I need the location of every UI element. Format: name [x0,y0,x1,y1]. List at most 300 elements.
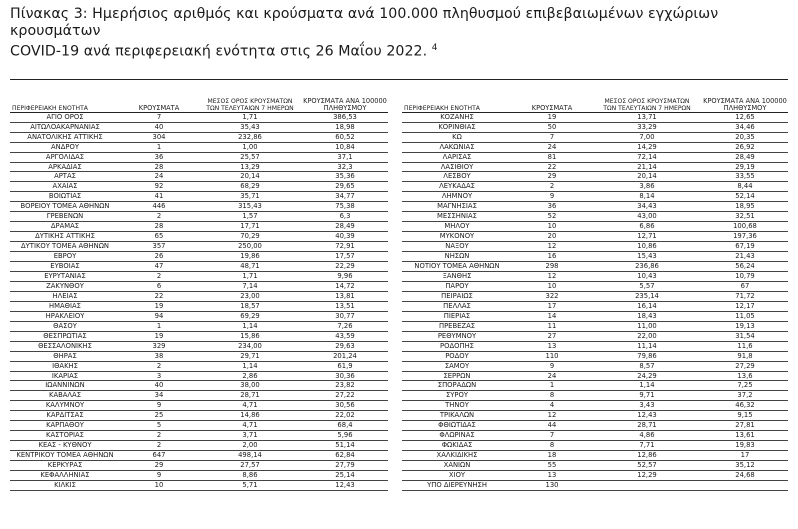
right-avg-cell: 1,14 [592,381,702,391]
left-unit-cell: ΘΕΣΣΑΛΟΝΙΚΗΣ [10,341,120,351]
column-gap [388,331,402,341]
table-row [10,341,788,351]
column-gap [388,341,402,351]
right-unit-cell: ΛΕΣΒΟΥ [402,172,512,182]
right-avg-cell: 43,00 [592,212,702,222]
right-cases-cell: 7 [512,132,592,142]
left-per100k-cell: 62,84 [302,451,388,461]
left-avg-cell: 23,00 [198,291,302,301]
left-cases-cell: 10 [120,481,198,491]
right-unit-cell: ΝΗΣΩΝ [402,252,512,262]
right-avg-cell: 236,86 [592,262,702,272]
header-row [10,88,788,113]
left-avg-cell: 1,14 [198,361,302,371]
right-unit-cell: ΞΑΝΘΗΣ [402,271,512,281]
right-cases-cell: 322 [512,291,592,301]
right-unit-cell: ΠΙΕΡΙΑΣ [402,311,512,321]
right-avg-cell: 3,43 [592,401,702,411]
column-gap [388,411,402,421]
col-per100k-left-l1: ΚΡΟΥΣΜΑΤΑ ΑΝΑ 100000 [303,96,387,105]
left-avg-cell: 70,29 [198,232,302,242]
right-per100k-cell: 56,24 [702,262,788,272]
right-avg-cell: 52,57 [592,461,702,471]
right-avg-cell: 10,43 [592,271,702,281]
right-per100k-cell: 12,17 [702,301,788,311]
left-unit-cell: ΑΓΙΟ ΟΡΟΣ [10,112,120,122]
left-avg-cell: 19,86 [198,252,302,262]
col-avg-left-l1: ΜΕΣΟΣ ΟΡΟΣ ΚΡΟΥΣΜΑΤΩΝ [207,97,293,105]
col-cases-right: ΚΡΟΥΣΜΑΤΑ [512,88,592,113]
col-per100k-left-l2: ΠΛΗΘΥΣΜΟΥ [323,103,367,112]
left-unit-cell: ΔΥΤΙΚΟΥ ΤΟΜΕΑ ΑΘΗΝΩΝ [10,242,120,252]
table-row [10,132,788,142]
left-avg-cell: 25,57 [198,152,302,162]
left-avg-cell: 1,57 [198,212,302,222]
left-cases-cell: 38 [120,351,198,361]
table-body [10,112,788,490]
right-avg-cell: 8,57 [592,361,702,371]
table-row [10,301,788,311]
left-per100k-cell: 13,51 [302,301,388,311]
right-unit-cell: ΛΑΚΩΝΙΑΣ [402,142,512,152]
left-cases-cell: 9 [120,471,198,481]
column-gap [388,421,402,431]
table-row [10,321,788,331]
right-unit-cell: ΚΟΖΑΝΗΣ [402,112,512,122]
left-cases-cell: 22 [120,291,198,301]
right-cases-cell: 16 [512,252,592,262]
left-cases-cell: 1 [120,142,198,152]
right-unit-cell: ΦΛΩΡΙΝΑΣ [402,431,512,441]
left-cases-cell: 26 [120,252,198,262]
right-cases-cell: 18 [512,451,592,461]
left-unit-cell: ΖΑΚΥΝΘΟΥ [10,281,120,291]
left-cases-cell: 19 [120,331,198,341]
left-per100k-cell: 17,57 [302,252,388,262]
right-avg-cell: 33,29 [592,122,702,132]
left-cases-cell: 24 [120,172,198,182]
left-cases-cell: 446 [120,202,198,212]
left-unit-cell: ΒΟΙΩΤΙΑΣ [10,192,120,202]
left-avg-cell: 18,57 [198,301,302,311]
left-unit-cell: ΙΚΑΡΙΑΣ [10,371,120,381]
table-row [10,122,788,132]
left-avg-cell: 250,00 [198,242,302,252]
left-unit-cell: ΔΥΤΙΚΗΣ ΑΤΤΙΚΗΣ [10,232,120,242]
table-row [10,461,788,471]
right-per100k-cell: 12,65 [702,112,788,122]
left-per100k-cell: 7,26 [302,321,388,331]
table-row [10,281,788,291]
column-gap [388,361,402,371]
right-cases-cell: 52 [512,212,592,222]
left-per100k-cell: 18,98 [302,122,388,132]
table-row [10,142,788,152]
right-cases-cell: 24 [512,371,592,381]
left-cases-cell: 36 [120,152,198,162]
left-unit-cell: ΕΒΡΟΥ [10,252,120,262]
left-cases-cell: 329 [120,341,198,351]
table-row [10,212,788,222]
left-unit-cell: ΕΥΡΥΤΑΝΙΑΣ [10,271,120,281]
column-gap [388,132,402,142]
right-unit-cell: ΛΑΣΙΘΙΟΥ [402,162,512,172]
column-gap [388,182,402,192]
column-gap [388,142,402,152]
right-unit-cell: ΠΡΕΒΕΖΑΣ [402,321,512,331]
table-row [10,232,788,242]
column-gap [388,401,402,411]
right-unit-cell: ΜΗΛΟΥ [402,222,512,232]
left-per100k-cell: 29,63 [302,341,388,351]
left-cases-cell: 2 [120,271,198,281]
right-cases-cell: 22 [512,162,592,172]
left-per100k-cell: 13,81 [302,291,388,301]
right-cases-cell: 14 [512,311,592,321]
right-cases-cell: 7 [512,431,592,441]
col-per100k-right-l2: ΠΛΗΘΥΣΜΟΥ [723,103,767,112]
left-cases-cell: 29 [120,461,198,471]
right-avg-cell: 3,86 [592,182,702,192]
left-unit-cell: ΕΥΒΟΙΑΣ [10,262,120,272]
right-cases-cell: 298 [512,262,592,272]
table-row [10,381,788,391]
left-unit-cell: ΚΕΑΣ - ΚΥΘΝΟΥ [10,441,120,451]
right-per100k-cell: 52,14 [702,192,788,202]
table-row [10,202,788,212]
right-unit-cell: ΛΕΥΚΑΔΑΣ [402,182,512,192]
left-avg-cell: 69,29 [198,311,302,321]
right-avg-cell: 24,29 [592,371,702,381]
left-avg-cell: 38,00 [198,381,302,391]
right-unit-cell: ΠΑΡΟΥ [402,281,512,291]
right-avg-cell: 20,14 [592,172,702,182]
right-cases-cell: 10 [512,281,592,291]
col-avg-left [198,88,302,113]
left-cases-cell: 647 [120,451,198,461]
left-per100k-cell: 37,1 [302,152,388,162]
left-unit-cell: ΚΕΝΤΡΙΚΟΥ ΤΟΜΕΑ ΑΘΗΝΩΝ [10,451,120,461]
right-unit-cell: ΧΙΟΥ [402,471,512,481]
column-gap [388,271,402,281]
right-unit-cell: ΦΩΚΙΔΑΣ [402,441,512,451]
right-per100k-cell: 27,29 [702,361,788,371]
left-per100k-cell: 23,82 [302,381,388,391]
right-avg-cell: 12,86 [592,451,702,461]
left-unit-cell: ΙΘΑΚΗΣ [10,361,120,371]
left-cases-cell: 41 [120,192,198,202]
left-avg-cell: 4,71 [198,421,302,431]
right-per100k-cell: 11,05 [702,311,788,321]
column-gap [388,451,402,461]
right-unit-cell: ΚΟΡΙΝΘΙΑΣ [402,122,512,132]
right-avg-cell: 8,14 [592,192,702,202]
right-per100k-cell: 11,6 [702,341,788,351]
left-avg-cell: 13,29 [198,162,302,172]
right-cases-cell: 81 [512,152,592,162]
left-cases-cell: 92 [120,182,198,192]
left-per100k-cell: 30,36 [302,371,388,381]
right-cases-cell: 50 [512,122,592,132]
left-avg-cell: 7,14 [198,281,302,291]
left-cases-cell: 94 [120,311,198,321]
left-cases-cell: 2 [120,431,198,441]
left-avg-cell: 3,71 [198,431,302,441]
col-per100k-right [702,88,788,113]
right-per100k-cell: 7,25 [702,381,788,391]
left-unit-cell: ΑΙΤΩΛΟΑΚΑΡΝΑΝΙΑΣ [10,122,120,132]
table-row [10,172,788,182]
column-gap [388,441,402,451]
left-cases-cell: 28 [120,162,198,172]
left-per100k-cell: 34,77 [302,192,388,202]
column-gap [388,471,402,481]
col-per100k-left [302,88,388,113]
column-gap [388,202,402,212]
left-avg-cell: 28,71 [198,391,302,401]
column-gap [388,242,402,252]
right-avg-cell: 11,14 [592,341,702,351]
left-cases-cell: 40 [120,381,198,391]
left-unit-cell: ΚΑΡΠΑΘΟΥ [10,421,120,431]
right-per100k-cell: 31,54 [702,331,788,341]
left-cases-cell: 47 [120,262,198,272]
left-per100k-cell: 201,24 [302,351,388,361]
right-avg-cell: 12,43 [592,411,702,421]
right-avg-cell: 11,00 [592,321,702,331]
left-per100k-cell: 25,14 [302,471,388,481]
left-cases-cell: 2 [120,361,198,371]
right-cases-cell: 11 [512,321,592,331]
left-cases-cell: 40 [120,122,198,132]
left-cases-cell: 304 [120,132,198,142]
left-cases-cell: 357 [120,242,198,252]
left-avg-cell: 35,71 [198,192,302,202]
right-unit-cell: ΣΑΜΟΥ [402,361,512,371]
left-unit-cell: ΑΝΑΤΟΛΙΚΗΣ ΑΤΤΙΚΗΣ [10,132,120,142]
right-avg-cell: 9,71 [592,391,702,401]
left-per100k-cell: 72,91 [302,242,388,252]
left-cases-cell: 2 [120,441,198,451]
left-avg-cell: 1,14 [198,321,302,331]
col-per100k-right-l1: ΚΡΟΥΣΜΑΤΑ ΑΝΑ 100000 [703,96,787,105]
left-per100k-cell: 10,84 [302,142,388,152]
right-per100k-cell: 28,49 [702,152,788,162]
left-unit-cell: ΗΡΑΚΛΕΙΟΥ [10,311,120,321]
right-unit-cell: ΠΕΛΛΑΣ [402,301,512,311]
caption-line-2-text: COVID-19 ανά περιφερειακή ενότητα στις 26 Μαΐου 2022. [10,43,428,60]
right-cases-cell: 10 [512,222,592,232]
table-row [10,182,788,192]
left-per100k-cell: 14,72 [302,281,388,291]
right-per100k-cell: 20,35 [702,132,788,142]
left-per100k-cell: 22,29 [302,262,388,272]
right-cases-cell: 9 [512,361,592,371]
left-per100k-cell: 32,3 [302,162,388,172]
left-unit-cell: ΚΑΛΥΜΝΟΥ [10,401,120,411]
right-unit-cell: ΝΑΞΟΥ [402,242,512,252]
left-unit-cell: ΚΑΡΔΙΤΣΑΣ [10,411,120,421]
right-per100k-cell: 17 [702,451,788,461]
right-per100k-cell: 8,44 [702,182,788,192]
right-avg-cell: 12,71 [592,232,702,242]
right-per100k-cell: 29,19 [702,162,788,172]
table-caption [10,6,788,61]
right-unit-cell: ΣΥΡΟΥ [402,391,512,401]
left-per100k-cell: 60,52 [302,132,388,142]
column-gap [388,152,402,162]
left-unit-cell: ΑΝΔΡΟΥ [10,142,120,152]
right-per100k-cell: 197,36 [702,232,788,242]
left-unit-cell: ΚΙΛΚΙΣ [10,481,120,491]
col-avg-left-l2: ΤΩΝ ΤΕΛΕΥΤΑΙΩΝ 7 ΗΜΕΡΩΝ [206,104,294,112]
col-unit-left: ΠΕΡΙΦΕΡΕΙΑΚΗ ΕΝΟΤΗΤΑ [10,88,120,113]
col-gap [388,88,402,113]
left-avg-cell: 14,86 [198,411,302,421]
right-unit-cell: ΜΑΓΝΗΣΙΑΣ [402,202,512,212]
table-row [10,401,788,411]
left-cases-cell: 28 [120,222,198,232]
table-row [10,351,788,361]
right-unit-cell: ΛΗΜΝΟΥ [402,192,512,202]
right-avg-cell: 22,00 [592,331,702,341]
right-cases-cell: 27 [512,331,592,341]
right-per100k-cell: 67,19 [702,242,788,252]
table-row [10,242,788,252]
left-unit-cell: ΑΧΑΪΑΣ [10,182,120,192]
left-avg-cell: 315,43 [198,202,302,212]
right-unit-cell: ΜΥΚΟΝΟΥ [402,232,512,242]
right-unit-cell: ΦΘΙΩΤΙΔΑΣ [402,421,512,431]
table-row [10,291,788,301]
left-cases-cell: 7 [120,112,198,122]
right-unit-cell: ΚΩ [402,132,512,142]
column-gap [388,291,402,301]
right-cases-cell: 12 [512,411,592,421]
right-cases-cell: 19 [512,112,592,122]
right-unit-cell: ΤΡΙΚΑΛΩΝ [402,411,512,421]
left-cases-cell: 6 [120,281,198,291]
left-avg-cell: 2,00 [198,441,302,451]
column-gap [388,192,402,202]
table-row [10,162,788,172]
left-avg-cell: 1,00 [198,142,302,152]
left-unit-cell: ΚΑΒΑΛΑΣ [10,391,120,401]
left-avg-cell: 234,00 [198,341,302,351]
right-per100k-cell: 46,32 [702,401,788,411]
right-avg-cell: 235,14 [592,291,702,301]
left-unit-cell: ΗΜΑΘΙΑΣ [10,301,120,311]
left-avg-cell: 232,86 [198,132,302,142]
left-unit-cell: ΘΑΣΟΥ [10,321,120,331]
left-per100k-cell: 9,96 [302,271,388,281]
left-avg-cell: 2,86 [198,371,302,381]
left-avg-cell: 35,43 [198,122,302,132]
left-avg-cell: 68,29 [198,182,302,192]
right-per100k-cell: 100,68 [702,222,788,232]
table-row [10,271,788,281]
left-unit-cell: ΘΕΣΠΡΩΤΙΑΣ [10,331,120,341]
left-unit-cell: ΗΛΕΙΑΣ [10,291,120,301]
left-per100k-cell: 68,4 [302,421,388,431]
left-avg-cell: 29,71 [198,351,302,361]
column-gap [388,381,402,391]
right-avg-cell: 28,71 [592,421,702,431]
right-cases-cell: 4 [512,401,592,411]
column-gap [388,232,402,242]
right-unit-cell: ΧΑΛΚΙΔΙΚΗΣ [402,451,512,461]
right-unit-cell: ΡΕΘΥΜΝΟΥ [402,331,512,341]
table-row [10,152,788,162]
right-unit-cell: ΡΟΔΟΠΗΣ [402,341,512,351]
table-row [10,431,788,441]
column-gap [388,262,402,272]
left-unit-cell: ΓΡΕΒΕΝΩΝ [10,212,120,222]
col-unit-right: ΠΕΡΙΦΕΡΕΙΑΚΗ ΕΝΟΤΗΤΑ [402,88,512,113]
right-avg-cell: 14,29 [592,142,702,152]
left-per100k-cell: 51,14 [302,441,388,451]
table-row [10,411,788,421]
table-row [10,192,788,202]
column-gap [388,461,402,471]
table-row [10,262,788,272]
right-per100k-cell: 34,46 [702,122,788,132]
right-avg-cell: 79,86 [592,351,702,361]
left-unit-cell: ΑΡΤΑΣ [10,172,120,182]
right-unit-cell: ΣΕΡΡΩΝ [402,371,512,381]
right-avg-cell: 10,86 [592,242,702,252]
left-cases-cell: 5 [120,421,198,431]
right-per100k-cell: 13,6 [702,371,788,381]
right-per100k-cell: 35,12 [702,461,788,471]
left-unit-cell: ΑΡΚΑΔΙΑΣ [10,162,120,172]
left-per100k-cell: 75,38 [302,202,388,212]
cases-table [10,88,788,491]
col-avg-right [592,88,702,113]
left-per100k-cell: 30,56 [302,401,388,411]
table-row [10,361,788,371]
right-cases-cell: 12 [512,271,592,281]
left-cases-cell: 25 [120,411,198,421]
col-avg-right-l1: ΜΕΣΟΣ ΟΡΟΣ ΚΡΟΥΣΜΑΤΩΝ [604,97,690,105]
column-gap [388,172,402,182]
column-gap [388,351,402,361]
left-per100k-cell: 5,96 [302,431,388,441]
right-per100k-cell: 24,68 [702,471,788,481]
table-row [10,112,788,122]
right-per100k-cell: 27,81 [702,421,788,431]
caption-line-1: Πίνακας 3: Ημερήσιος αριθμός και κρούσματα ανά 100.000 πληθυσμού επιβεβαιωμένων εγχώριων κρουσμάτων [10,6,719,39]
left-cases-cell: 2 [120,212,198,222]
left-per100k-cell: 22,02 [302,411,388,421]
left-per100k-cell: 27,79 [302,461,388,471]
column-gap [388,112,402,122]
column-gap [388,391,402,401]
column-gap [388,162,402,172]
right-avg-cell: 5,57 [592,281,702,291]
right-per100k-cell [702,481,788,491]
right-per100k-cell: 9,15 [702,411,788,421]
right-per100k-cell: 18,95 [702,202,788,212]
left-avg-cell: 20,14 [198,172,302,182]
right-cases-cell: 29 [512,172,592,182]
right-avg-cell: 21,14 [592,162,702,172]
column-gap [388,122,402,132]
left-per100k-cell: 28,49 [302,222,388,232]
column-gap [388,281,402,291]
right-per100k-cell: 21,43 [702,252,788,262]
right-per100k-cell: 91,8 [702,351,788,361]
